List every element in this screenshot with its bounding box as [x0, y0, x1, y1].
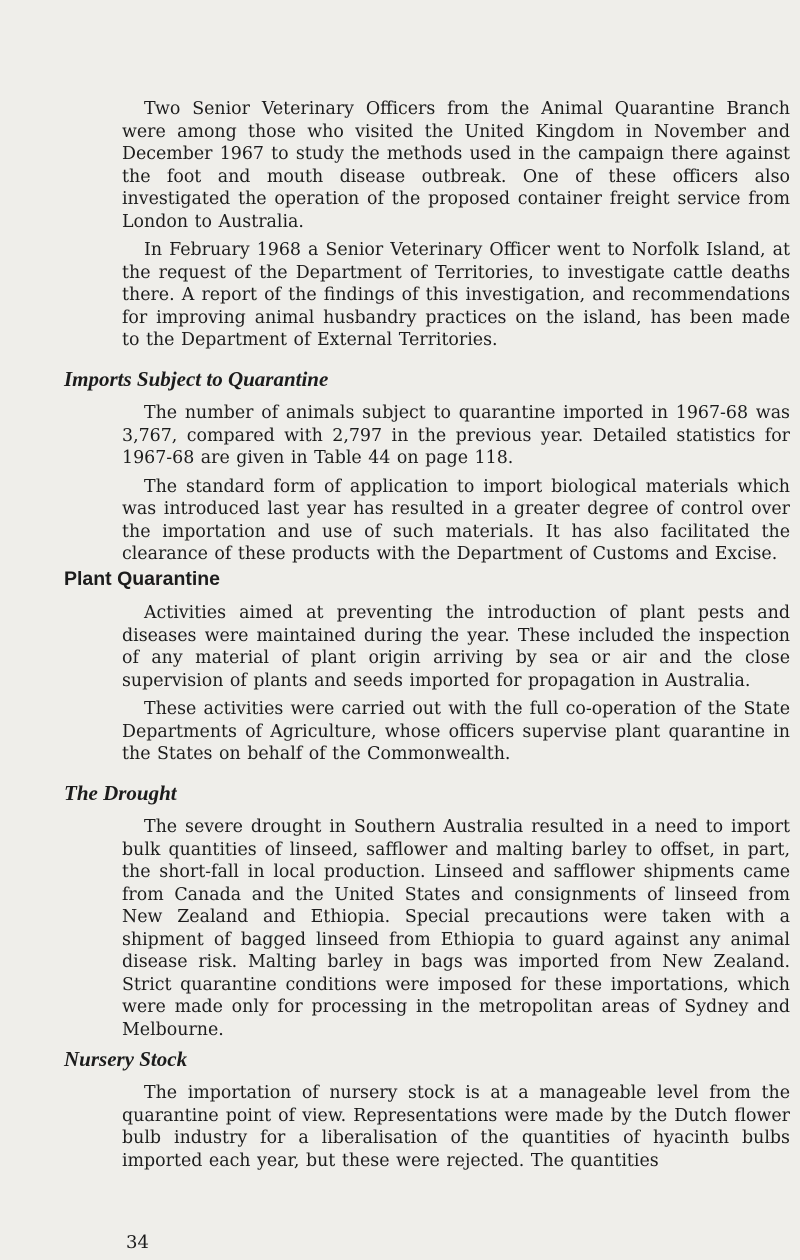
- plant-heading: Plant Quarantine: [64, 568, 221, 590]
- imports-heading: Imports Subject to Quarantine: [64, 367, 329, 391]
- intro-section: [0, 98, 800, 352]
- drought-paragraph-1: The severe drought in Southern Australia resulted in a need to import bulk quantities of linseed, safflower and malting barley to offset, in part, the short-fall in local production. Linseed and safflower shipments came from Canada and the United States and consignments of linseed from New Zealand and Ethiopia. Special precautions were taken with a shipment of bagged linseed from Ethiopia to guard against any animal disease risk. Malting barley in bags was imported from New Zealand. Strict quarantine conditions were imposed for these importations, which were made only for processing in the metropolitan areas of Sydney and Melbourne.: [122, 817, 790, 1040]
- nursery-heading: Nursery Stock: [64, 1047, 188, 1071]
- imports-section: [0, 366, 800, 566]
- page-number: 34: [126, 1232, 149, 1253]
- plant-section: [0, 566, 800, 766]
- imports-paragraph-1: The number of animals subject to quarantine imported in 1967-68 was 3,767, compared with 2,797 in the previous year. Detailed statistics for 1967-68 are given in Table 44 on page 118.: [122, 403, 790, 468]
- intro-paragraph-1: Two Senior Veterinary Officers from the Animal Quarantine Branch were among those who visited the United Kingdom in November and December 1967 to study the methods used in the campaign there against the foot and mouth disease outbreak. One of these officers also investigated the operation of the proposed container freight service from London to Australia.: [122, 99, 790, 232]
- imports-paragraph-2: The standard form of application to import biological materials which was introduced last year has resulted in a greater degree of control over the importation and use of such materials. It has also facilitated the clearance of these products with the Department of Customs and Excise.: [122, 476, 790, 564]
- nursery-paragraph-1: The importation of nursery stock is at a manageable level from the quarantine point of view. Representations were made by the Dutch flower bulb industry for a liberalisation of the quantities of hyacinth bulbs imported each year, but these were rejected. The quantities: [122, 1083, 790, 1171]
- nursery-section: [0, 1046, 800, 1172]
- drought-section: [0, 780, 800, 1041]
- drought-heading: The Drought: [64, 781, 177, 805]
- plant-paragraph-1: Activities aimed at preventing the introduction of plant pests and diseases were maintained during the year. These included the inspection of any material of plant origin arriving by sea or air and the close supervision of plants and seeds imported for propagation in Australia.: [122, 603, 790, 691]
- plant-paragraph-2: These activities were carried out with the full co-operation of the State Departments of Agriculture, whose officers supervise plant quarantine in the States on behalf of the Commonwealth.: [122, 699, 790, 764]
- intro-paragraph-2: In February 1968 a Senior Veterinary Officer went to Norfolk Island, at the request of the Department of Territories, to investigate cattle deaths there. A report of the findings of this investigation, and recommendations for improving animal husbandry practices on the island, has been made to the Department of External Territories.: [122, 240, 790, 350]
